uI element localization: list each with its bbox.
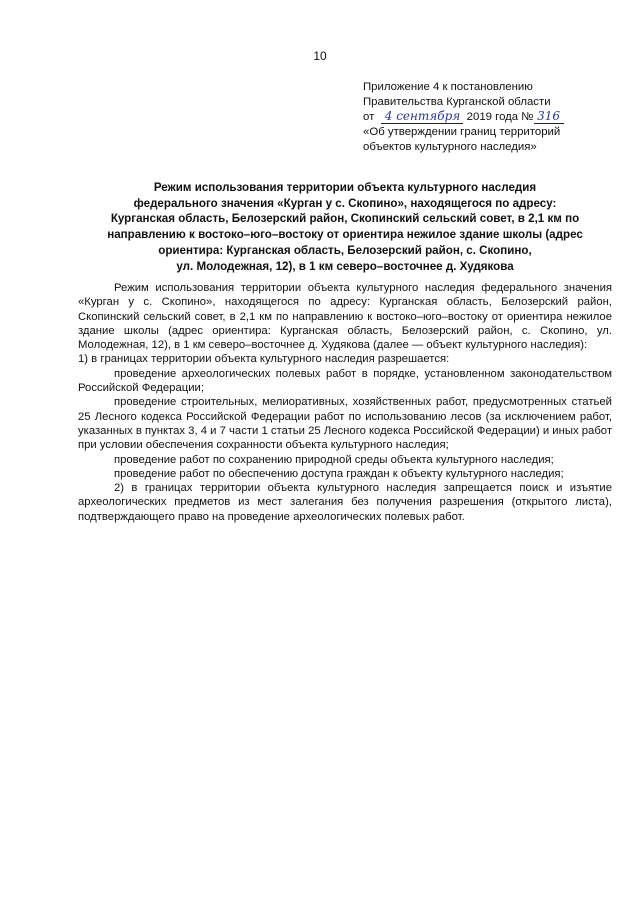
intro-paragraph: Режим использования территории объекта культурного наследия федерального значения «Курган у с. Скопино», находящегося по адресу: Курганская область, Белозерский район, Скопинский сельский совет, в 2,1 км по направлению к востоко–юго–востоку от ориентира нежилое здание школы (адрес ориентира: Курганская область, Белозерский район, с. Скопино, ул. Молодежная, 12), в 1 км северо–восточнее д. Худякова (далее — объект культурного наследия): [78,282,612,352]
permitted-item-1: проведение археологических полевых работ в порядке, установленном законодательством Российской Федерации; [78,367,612,395]
document-title [78,180,612,274]
section-1-heading: 1) в границах территории объекта культурного наследия разрешается: [78,353,450,366]
number-field [534,110,564,124]
permitted-item-4: проведение работ по обеспечению доступа граждан к объекту культурного наследия; [114,467,564,480]
title-line: Режим использования территории объекта культурного наследия [153,181,537,194]
title-line: направлению к востоко–юго–востоку от ориентира нежилое здание школы (адрес [107,228,583,242]
section-2-paragraph: 2) в границах территории объекта культурного наследия запрещается поиск и изъятие археологических предметов из мест залегания без получения разрешения (открытого листа), подтверждающего право на проведение археологических полевых работ. [78,482,612,523]
page-number: 10 [313,49,327,63]
handwritten-date: 4 сентября [384,109,461,123]
appendix-line-5: объектов культурного наследия» [363,141,537,153]
date-field [381,110,463,124]
permitted-item-2: проведение строительных, мелиоративных, хозяйственных работ, предусмотренных статьей 25 Лесного кодекса Российской Федерации работ по использованию лесов (за исключением работ, указанных в пунктах 3, 4 и 7 части 1 статьи 25 Лесного кодекса Российской Федерации) и иных работ при условии обеспечения сохранности объекта культурного наследия; [78,396,612,452]
title-line: ул. Молодежная, 12), в 1 км северо–восточнее д. Худякова [176,259,514,273]
appendix-header [363,80,613,155]
title-line: Курганская область, Белозерский район, Скопинский сельский совет, в 2,1 км по [110,212,580,226]
appendix-date-line [363,110,613,125]
document-body [78,281,612,524]
appendix-line-1: Приложение 4 к постановлению [363,81,533,93]
title-line: федерального значения «Курган у с. Скопино», находящегося по адресу: [133,196,557,210]
permitted-item-3: проведение работ по сохранению природной среды объекта культурного наследия; [114,453,554,466]
year-number-label: 2019 года № [466,111,534,123]
handwritten-number: 316 [537,109,560,123]
title-line: ориентира: Курганская область, Белозерский район, с. Скопино, [158,243,532,257]
from-label: от [363,111,375,123]
appendix-line-2: Правительства Курганской области [363,96,551,108]
appendix-line-4: «Об утверждении границ территорий [363,126,561,138]
